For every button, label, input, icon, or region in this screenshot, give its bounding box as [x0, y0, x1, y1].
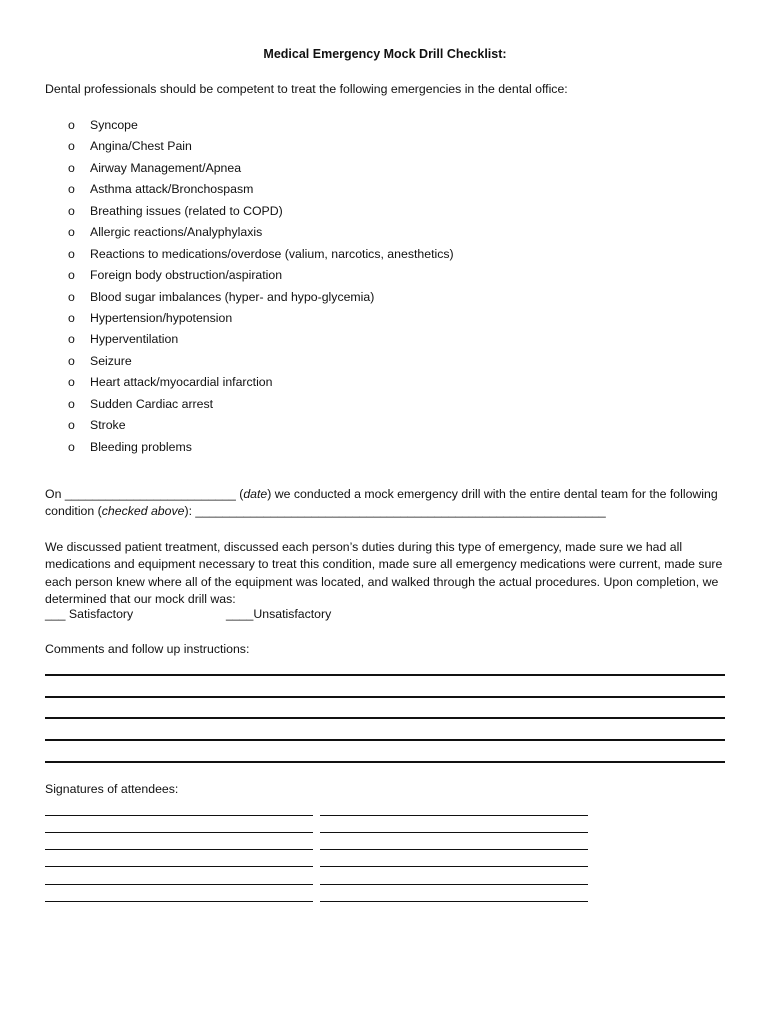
signature-line[interactable] — [45, 849, 313, 850]
comments-label: Comments and follow up instructions: — [45, 642, 250, 656]
bullet-circle-icon: o — [68, 160, 75, 175]
condition-label: Heart attack/myocardial infarction — [90, 375, 273, 390]
satisfactory-option[interactable]: ___ Satisfactory — [45, 607, 134, 621]
drill-statement — [45, 486, 735, 521]
bullet-circle-icon: o — [68, 203, 75, 218]
bullet-circle-icon: o — [68, 182, 75, 197]
unsatisfactory-option[interactable]: ____Unsatisfactory — [226, 607, 332, 621]
signature-line[interactable] — [320, 884, 588, 885]
document-title: Medical Emergency Mock Drill Checklist: — [263, 47, 507, 61]
condition-label: Allergic reactions/Analyphylaxis — [90, 225, 263, 240]
comment-line[interactable] — [45, 674, 725, 676]
condition-label: Blood sugar imbalances (hyper- and hypo-glycemia) — [90, 289, 375, 304]
condition-label: Hyperventilation — [90, 332, 179, 347]
bullet-circle-icon: o — [68, 118, 75, 132]
comment-line[interactable] — [45, 717, 725, 719]
drill-statement-middle: ) we conducted a mock emergency drill with the entire dental team for the following condition ( — [45, 487, 718, 519]
bullet-circle-icon: o — [68, 332, 75, 347]
bullet-circle-icon: o — [68, 268, 75, 283]
condition-label: Asthma attack/Bronchospasm — [90, 182, 254, 197]
bullet-circle-icon: o — [68, 396, 75, 411]
bullet-circle-icon: o — [68, 289, 75, 304]
condition-label: Hypertension/hypotension — [90, 310, 233, 325]
comment-line[interactable] — [45, 739, 725, 741]
bullet-circle-icon: o — [68, 310, 75, 325]
condition-label: Angina/Chest Pain — [90, 139, 192, 154]
condition-label: Bleeding problems — [90, 439, 192, 454]
discussion-paragraph: We discussed patient treatment, discussed each person’s duties during this type of emergency, made sure we had all medications and equipment necessary to treat this condition, made sure all emergency medications were current, made sure each person knew where all of the equipment was located, and walked through the actual procedures. Upon completion, we determined that our mock drill was: — [45, 540, 723, 606]
intro-text: Dental professionals should be competent to treat the following emergencies in the dental office: — [45, 82, 568, 96]
condition-label: Breathing issues (related to COPD) — [90, 203, 283, 218]
condition-label: Reactions to medications/overdose (valium, narcotics, anesthetics) — [90, 246, 454, 261]
signature-line[interactable] — [320, 815, 588, 816]
result-options — [45, 607, 445, 625]
bullet-circle-icon: o — [68, 246, 75, 261]
condition-blank[interactable]: ____________________________________________________________ — [195, 504, 606, 519]
paren-close: ): — [184, 504, 196, 519]
bullet-circle-icon: o — [68, 139, 75, 154]
comment-line[interactable] — [45, 696, 725, 698]
signature-line[interactable] — [320, 866, 588, 867]
signature-line[interactable] — [45, 866, 313, 867]
paren-open: ( — [235, 487, 244, 501]
bullet-circle-icon: o — [68, 225, 75, 240]
signature-line[interactable] — [45, 901, 313, 902]
bullet-circle-icon: o — [68, 439, 75, 454]
bullet-circle-icon: o — [68, 375, 75, 390]
comment-line[interactable] — [45, 761, 725, 763]
signatures-label: Signatures of attendees: — [45, 782, 179, 796]
signature-line[interactable] — [320, 849, 588, 850]
bullet-circle-icon: o — [68, 418, 75, 433]
bullet-circle-icon: o — [68, 353, 75, 368]
signature-line[interactable] — [320, 901, 588, 902]
signature-line[interactable] — [320, 832, 588, 833]
checked-above-label: checked above — [101, 504, 185, 519]
signature-line[interactable] — [45, 884, 313, 885]
date-label: date — [243, 487, 268, 501]
condition-label: Sudden Cardiac arrest — [90, 396, 214, 411]
on-text: On — [45, 487, 65, 501]
condition-label: Airway Management/Apnea — [90, 160, 242, 175]
signature-line[interactable] — [45, 832, 313, 833]
date-blank[interactable]: _________________________ — [64, 487, 236, 501]
condition-label: Syncope — [90, 118, 138, 132]
condition-label: Stroke — [90, 418, 126, 433]
condition-label: Foreign body obstruction/aspiration — [90, 268, 283, 283]
condition-label: Seizure — [90, 353, 132, 368]
signature-line[interactable] — [45, 815, 313, 816]
